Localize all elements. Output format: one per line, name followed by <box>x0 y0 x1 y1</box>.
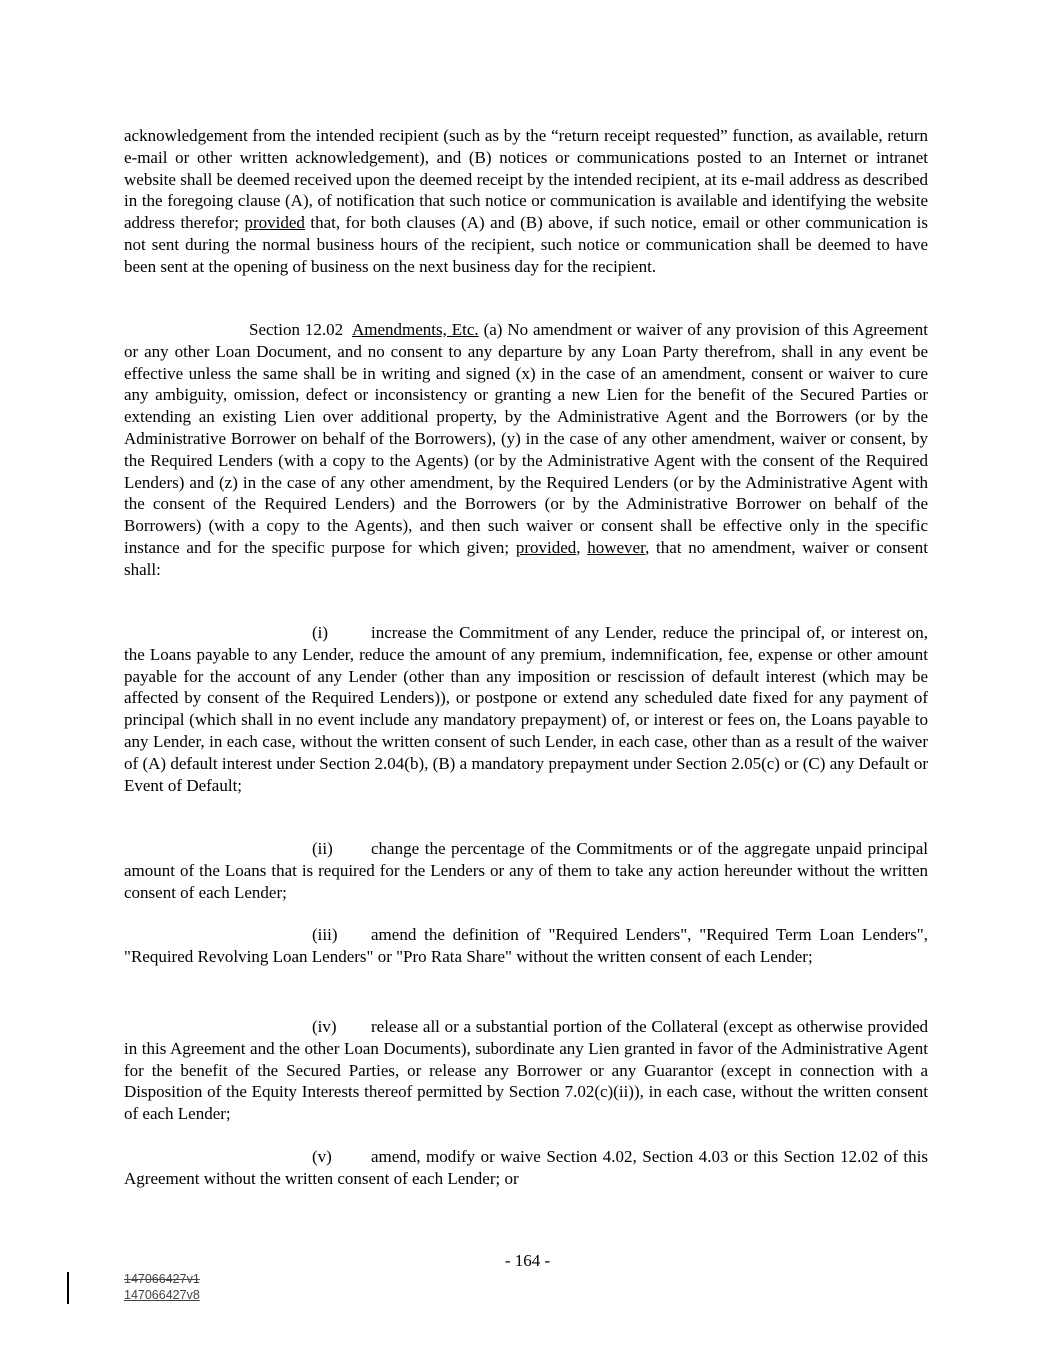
comma: , <box>576 537 581 557</box>
clause-text: increase the Commitment of any Lender, reduce the principal of, or interest on, the Loans payable to any Lender, reduce the amount of any premium, indemnification, fee, expense or other amount payable for the account of any Lender (other than any imposition or rescission of default interest (which may be affected by consent of the Required Lenders)), or postpone or extend any scheduled date fixed for any payment of principal (which shall in no event include any mandatory prepayment) of, or interest or fees on, the Loans payable to any Lender, in each case, without the written consent of such Lender, in each case, other than as a result of the waiver of (A) default interest under Section 2.04(b), (B) a mandatory prepayment under Section 2.05(c) or (C) any Default or Event of Default; <box>124 623 928 795</box>
page-number: - 164 - <box>504 1251 551 1270</box>
intro-text-2: that, for both clauses (A) and (B) above, if such notice, email or other communication is not sent during the normal business hours of the recipient, such notice or communication shall be deemed to have been sent at the opening of business on the next business day for the recipient. <box>124 213 929 276</box>
provided-term: provided <box>244 213 305 233</box>
clause-v <box>124 1146 928 1190</box>
clause-i <box>124 622 928 796</box>
clause-text: amend the definition of "Required Lenders", "Required Term Loan Lenders", "Required Revolving Loan Lenders" or "Pro Rata Share" without the written consent of each Lender; <box>124 925 928 966</box>
however-term: however <box>587 537 646 557</box>
clause-number: (iv) <box>312 1017 337 1036</box>
clause-iv <box>124 1016 928 1125</box>
intro-text-1: acknowledgement from the intended recipient (such as by the “return receipt requested” function, as available, return e-mail or other written acknowledgement), and (B) notices or communications posted to an Internet or intranet website shall be deemed received upon the deemed receipt by the intended recipient, at its e-mail address as described in the foregoing clause (A), of notification that such notice or communication is available and identifying the website address therefor; <box>124 126 928 233</box>
intro-paragraph <box>124 125 928 278</box>
revision-bar <box>67 1272 69 1304</box>
clause-number: (iii) <box>312 925 338 944</box>
provided-term: provided <box>515 537 577 557</box>
section-12-02-paragraph <box>124 319 928 581</box>
clause-number: (ii) <box>312 839 333 858</box>
clause-number: (v) <box>312 1147 332 1166</box>
doc-id-old: 147066427v1 <box>124 1272 200 1286</box>
clause-iii <box>124 924 928 968</box>
clause-text: change the percentage of the Commitments or of the aggregate unpaid principal amount of the Loans that is required for the Lenders or any of them to take any action hereunder without the written consent of each Lender; <box>124 839 928 902</box>
section-text-1: (a) No amendment or waiver of any provision of this Agreement or any other Loan Document, and no consent to any departure by any Loan Party therefrom, shall in any event be effective unless the same shall be in writing and signed (x) in the case of an amendment, consent or waiver to cure any ambiguity, omission, defect or inconsistency or granting a new Lien for the benefit of the Secured Parties or extending an existing Lien over additional property, by the Administrative Agent and the Borrowers (or by the Administrative Borrower on behalf of the Borrowers), (y) in the case of any other amendment, waiver or consent, by the Required Lenders (with a copy to the Agents) (or by the Administrative Agent with the consent of the Required Lenders) and (z) in the case of any other amendment, by the Required Lenders (or by the Administrative Agent with the consent of the Required Lenders) and the Borrowers (or by the Administrative Borrower on behalf of the Borrowers) (with a copy to the Agents), and then such waiver or consent shall be effective only in the specific instance and for the specific purpose for which given; <box>124 320 929 557</box>
clause-text: amend, modify or waive Section 4.02, Section 4.03 or this Section 12.02 of this Agreement without the written consent of each Lender; or <box>124 1147 928 1188</box>
section-text-2: , that no amendment, waiver or consent shall: <box>124 537 929 579</box>
section-number: Section 12.02 <box>249 320 344 339</box>
clause-text: release all or a substantial portion of the Collateral (except as otherwise provided in this Agreement and the other Loan Documents), subordinate any Lien granted in favor of the Administrative Agent for the benefit of the Secured Parties, or release any Borrower or any Guarantor (except in connection with a Disposition of the Equity Interests thereof permitted by Section 7.02(c)(ii)), in each case, without the written consent of each Lender; <box>124 1017 928 1124</box>
doc-id-new: 147066427v8 <box>124 1288 200 1302</box>
clause-number: (i) <box>312 623 329 642</box>
clause-ii <box>124 838 928 903</box>
section-title: Amendments, Etc. <box>351 320 479 339</box>
